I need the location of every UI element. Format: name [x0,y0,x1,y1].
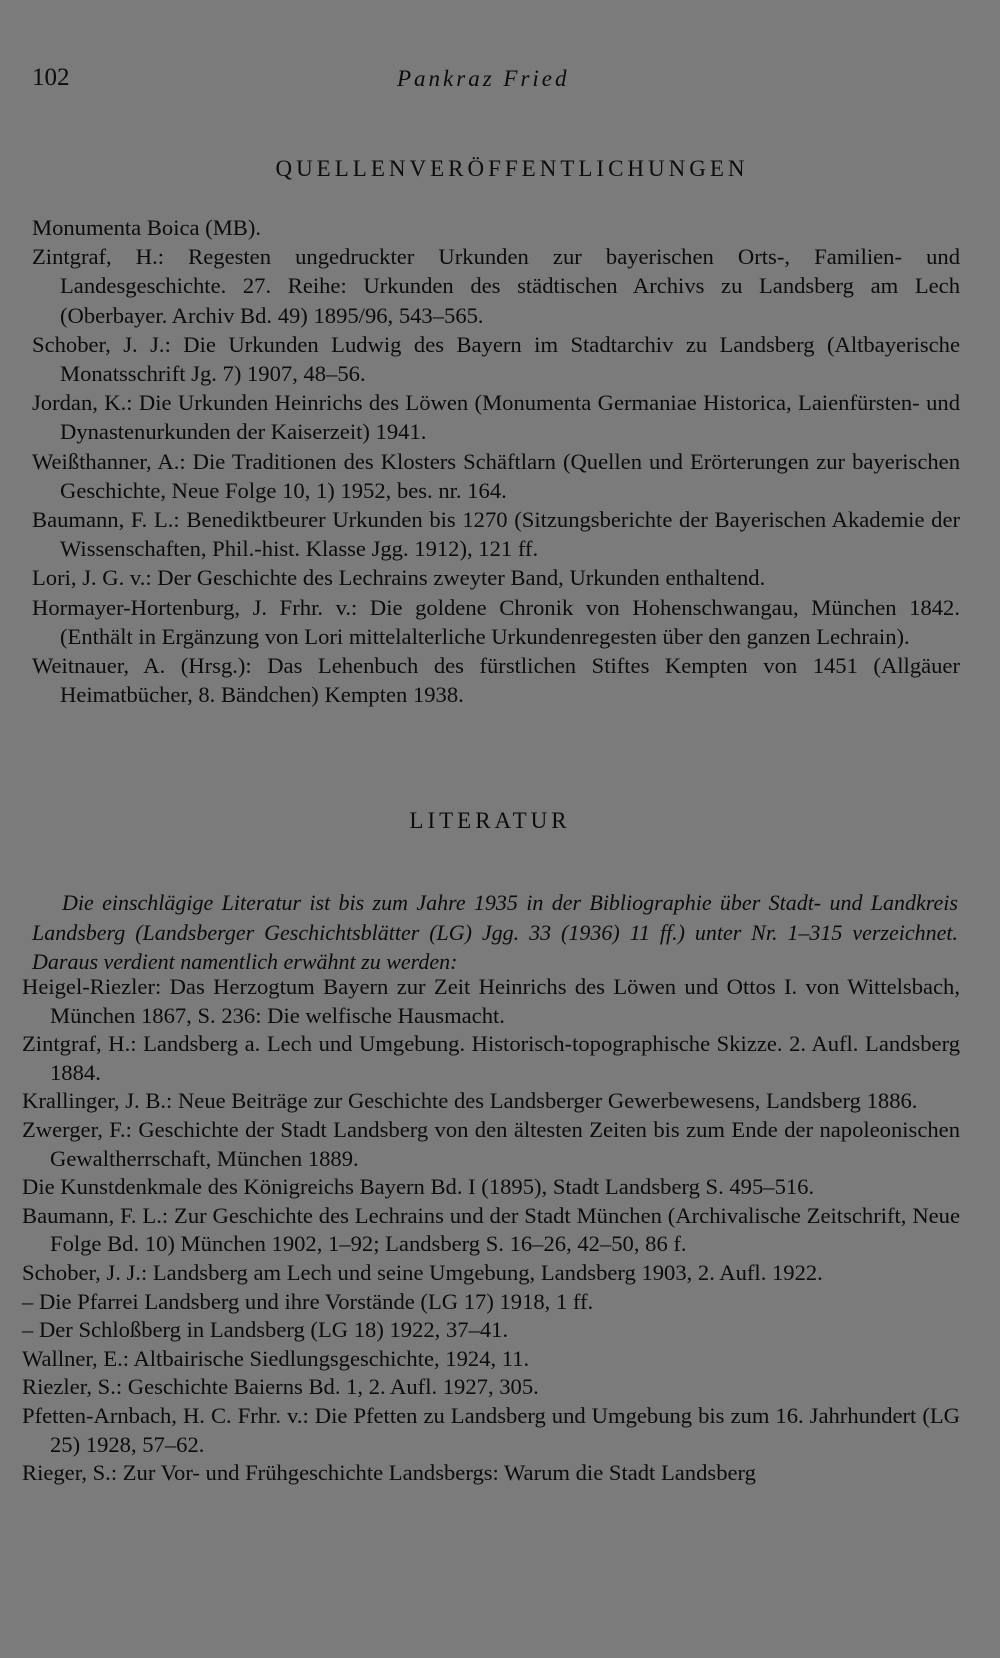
page-header [32,64,968,104]
literature-entry: Riezler, S.: Geschichte Baierns Bd. 1, 2. Aufl. 1927, 305. [22,1374,539,1400]
source-entry: Weißthanner, A.: Die Traditionen des Klosters Schäftlarn (Quellen und Erörterungen zur bayerischen Geschichte, Neue Folge 10, 1) 1952, bes. nr. 164. [32,448,960,503]
literature-entry: – Die Pfarrei Landsberg und ihre Vorstände (LG 17) 1918, 1 ff. [22,1288,594,1314]
literature-entry: – Der Schloßberg in Landsberg (LG 18) 1922, 37–41. [22,1317,509,1343]
sources-list [32,213,960,709]
literature-entry: Heigel-Riezler: Das Herzogtum Bayern zur Zeit Heinrichs des Löwen und Ottos I. von Wittelsbach, München 1867, S. 236: Die welfische Hausmacht. [22,974,960,1028]
source-entry: Monumenta Boica (MB). [32,215,262,240]
literature-entry: Baumann, F. L.: Zur Geschichte des Lechrains und der Stadt München (Archivalische Zeitschrift, Neue Folge Bd. 10) München 1902, 1–92; Landsberg S. 16–26, 42–50, 86 f. [22,1202,960,1257]
literature-entry: Die Kunstdenkmale des Königreichs Bayern Bd. I (1895), Stadt Landsberg S. 495–516. [22,1174,815,1200]
literature-list [22,973,960,1488]
literature-entry: Pfetten-Arnbach, H. C. Frhr. v.: Die Pfetten zu Landsberg und Umgebung bis zum 16. Jahrhundert (LG 25) 1928, 57–62. [22,1402,960,1457]
source-entry: Zintgraf, H.: Regesten ungedruckter Urkunden zur bayerischen Orts-, Familien- und Landesgeschichte. 27. Reihe: Urkunden des städtischen Archivs zu Landsberg am Lech (Oberbayer. Archiv Bd. 49) 1895/96, 543–565. [32,244,960,328]
source-entry: Weitnauer, A. (Hrsg.): Das Lehenbuch des fürstlichen Stiftes Kempten von 1451 (Allgäuer Heimatbücher, 8. Bändchen) Kempten 1938. [32,653,960,708]
literature-intro: Die einschlägige Literatur ist bis zum Jahre 1935 in der Bibliographie über Stadt- und Landkreis Landsberg (Landsberger Geschichtsblätter (LG) Jgg. 33 (1936) 11 ff.) unter Nr. 1–315 verzeichnet. Daraus verdient namentlich erwähnt zu werden: [32,890,958,974]
literature-entry: Wallner, E.: Altbairische Siedlungsgeschichte, 1924, 11. [22,1345,530,1371]
literature-entry: Zwerger, F.: Geschichte der Stadt Landsberg von den ältesten Zeiten bis zum Ende der napoleonischen Gewaltherrschaft, München 1889. [22,1116,960,1171]
running-head-author: Pankraz Fried [397,66,570,91]
source-entry: Schober, J. J.: Die Urkunden Ludwig des Bayern im Stadtarchiv zu Landsberg (Altbayerische Monatsschrift Jg. 7) 1907, 48–56. [32,331,960,387]
literature-entry: Schober, J. J.: Landsberg am Lech und seine Umgebung, Landsberg 1903, 2. Aufl. 1922. [22,1259,823,1285]
literature-entry: Zintgraf, H.: Landsberg a. Lech und Umgebung. Historisch-topographische Skizze. 2. Aufl. Landsberg 1884. [22,1031,960,1085]
literature-heading: LITERATUR [409,808,571,833]
literature-entry: Rieger, S.: Zur Vor- und Frühgeschichte Landsbergs: Warum die Stadt Landsberg [22,1460,756,1486]
source-entry: Jordan, K.: Die Urkunden Heinrichs des Löwen (Monumenta Germaniae Historica, Laienfürsten- und Dynastenurkunden der Kaiserzeit) 1941. [32,390,960,445]
source-entry: Hormayer-Hortenburg, J. Frhr. v.: Die goldene Chronik von Hohenschwangau, München 1842. (Enthält in Ergänzung von Lori mittelalterliche Urkundenregesten über den ganzen Lechrain). [32,594,960,649]
sources-heading: QUELLENVERÖFFENTLICHUNGEN [275,156,749,181]
literature-entry: Krallinger, J. B.: Neue Beiträge zur Geschichte des Landsberger Gewerbewesens, Landsberg 1886. [22,1088,918,1114]
source-entry: Lori, J. G. v.: Der Geschichte des Lechrains zweyter Band, Urkunden enthaltend. [32,565,766,591]
page-number: 102 [32,64,70,91]
source-entry: Baumann, F. L.: Benediktbeurer Urkunden bis 1270 (Sitzungsberichte der Bayerischen Akademie der Wissenschaften, Phil.-hist. Klasse Jgg. 1912), 121 ff. [32,507,960,562]
